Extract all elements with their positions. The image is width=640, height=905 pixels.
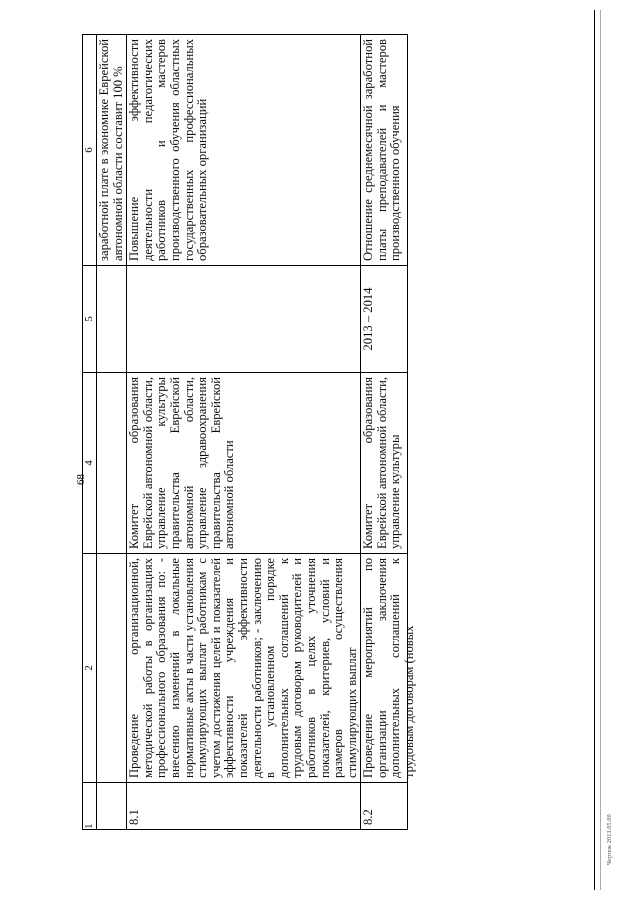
cell-result: заработной плате в экономике Еврейской автономной области составит 100 % (97, 35, 127, 266)
table-row (97, 35, 127, 830)
cell-measure (97, 554, 127, 783)
column-header: 1 (83, 783, 97, 830)
cell-num: 8.2 (361, 783, 408, 830)
cell-executor (97, 373, 127, 554)
cell-executor: Комитет образования Еврейской автономной области, управление культуры правительства Еврейской автономной области, управление здравоохранения правительства Еврейской автономной области (127, 373, 361, 554)
cell-executor (361, 373, 408, 554)
measures-table (82, 34, 417, 830)
table-header-row (83, 35, 97, 830)
table-row (127, 35, 361, 830)
column-header: 6 (83, 35, 97, 266)
cell-text: Комитет образования Еврейской автономной области, управление культуры (361, 377, 403, 549)
cell-text: Отношение среднемесячной заработной платы преподавателей и мастеров производственного обучения (361, 39, 403, 261)
column-header: 5 (83, 266, 97, 373)
cell-period: 2013 – 2014 (361, 266, 408, 373)
cell-result: Повышение эффективности деятельности педагогических работников и мастеров производственного обучения областных государственных профессиональных образовательных организаций (127, 35, 361, 266)
column-header: 2 (83, 554, 97, 783)
column-header: 4 (83, 373, 97, 554)
cell-num: 8.1 (127, 783, 361, 830)
cell-result (361, 35, 408, 266)
cell-measure (361, 554, 417, 783)
cell-num (97, 783, 127, 830)
table-row (361, 35, 408, 830)
margin-stamp: Чертеж 2013.05.00 (607, 814, 613, 865)
page-number: 68 (75, 474, 87, 485)
cell-text: Проведение мероприятий по организации заключения дополнительных соглашений к трудовым договорам (новых (361, 558, 417, 778)
cell-period (97, 266, 127, 373)
cell-period (127, 266, 361, 373)
cell-measure: Проведение организационной, методической работы в организациях профессионального образования по: - внесению изменений в локальные нормативные акты в части установления стимулирующих выплат работникам с учетом достижения целей и показателей эффективности учреждения и показателей эффективности деятельности работников; - заключению в установленном порядке дополнительных соглашений к трудовым договорам руководителей и работников в целях уточнения показателей, критериев, условий и размеров осуществления стимулирующих выплат (127, 554, 361, 783)
